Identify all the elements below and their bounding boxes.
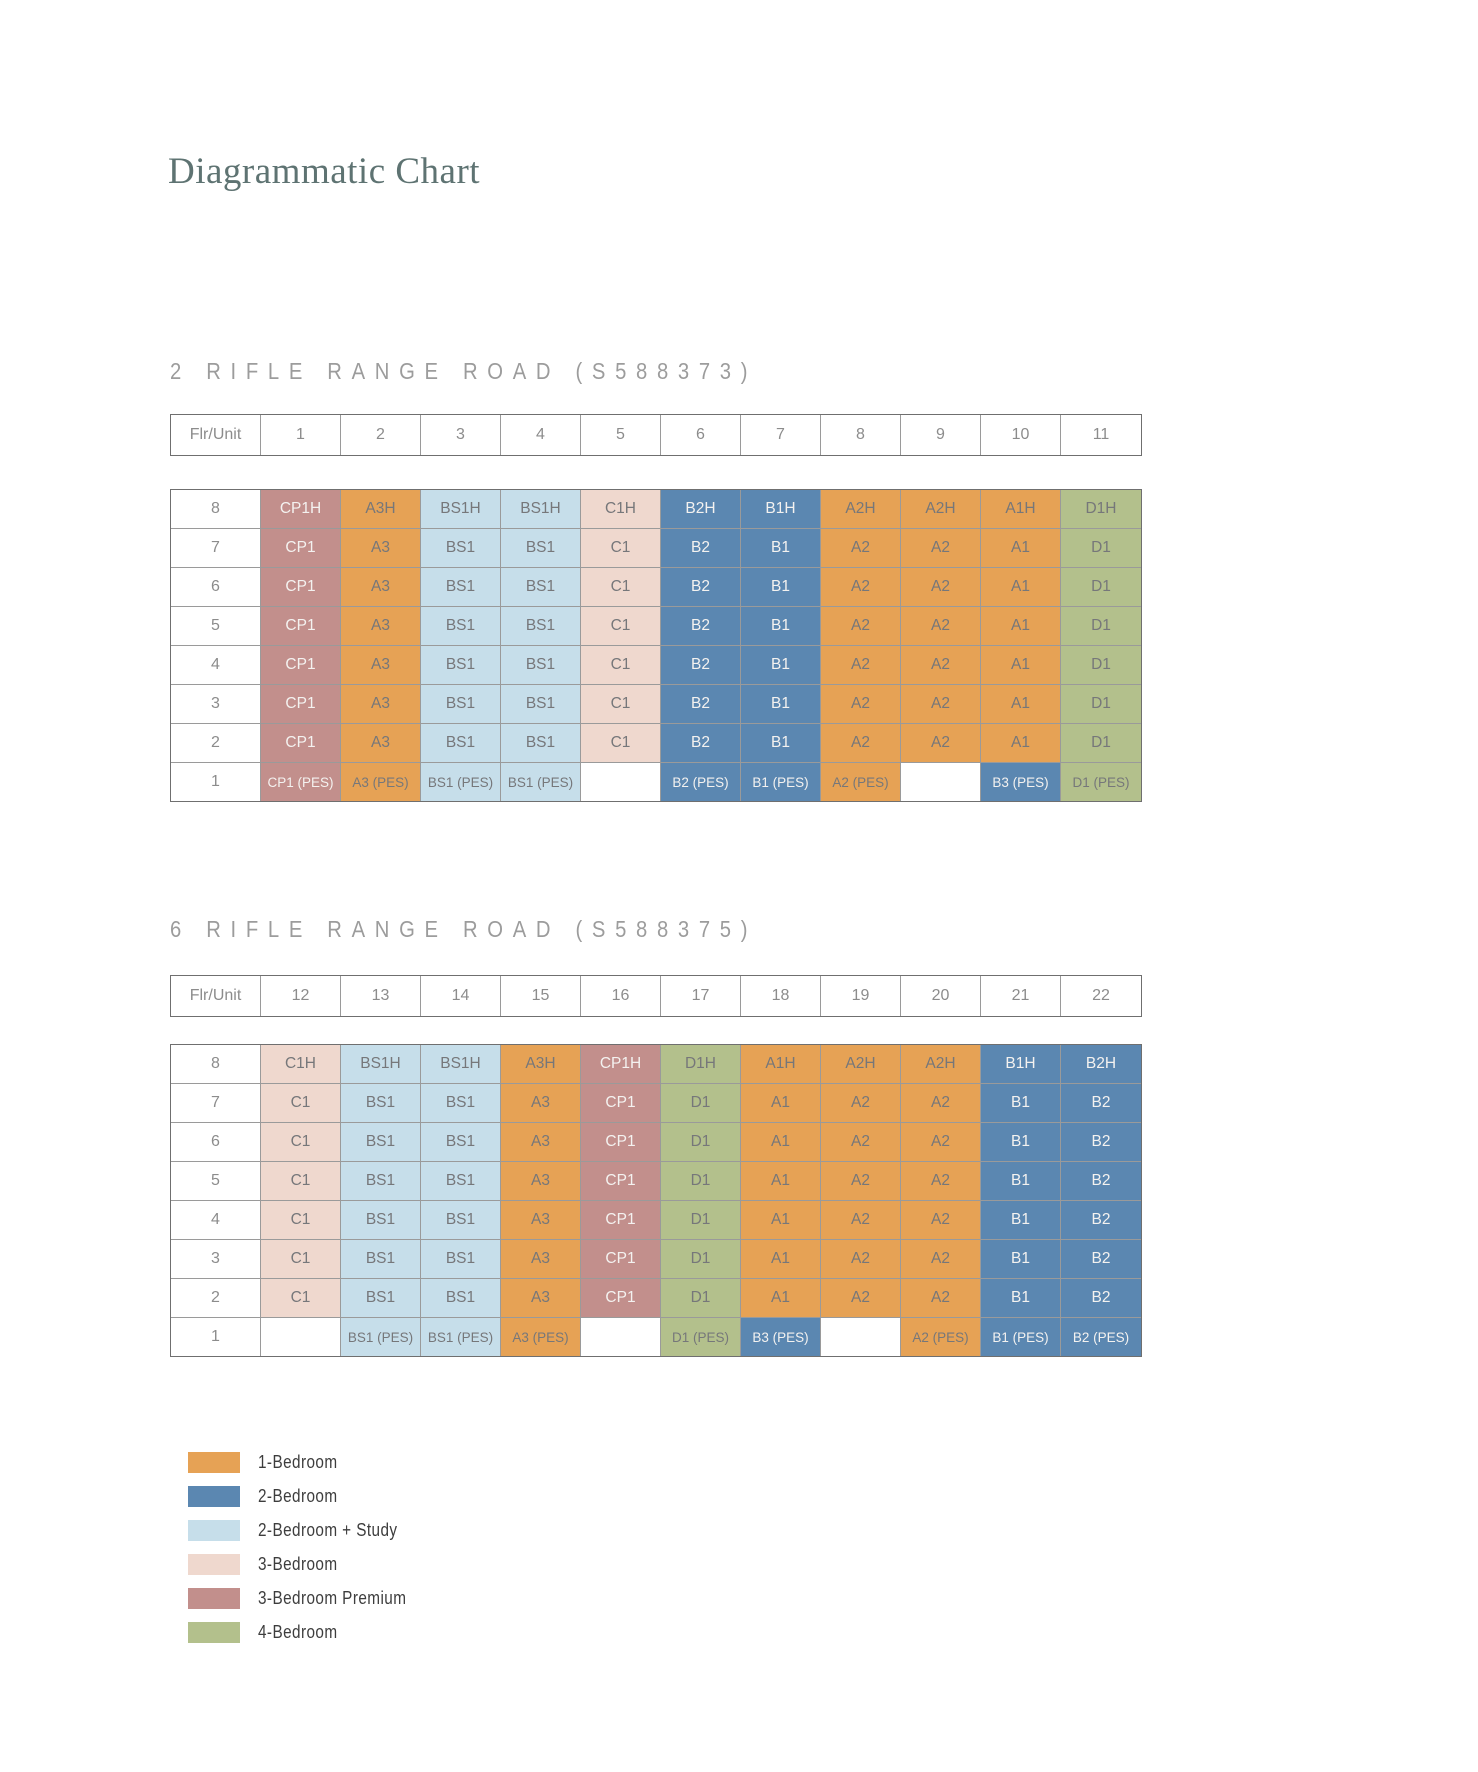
unit-cell: B2 (PES) (1061, 1318, 1141, 1356)
unit-cell: CP1 (261, 529, 341, 568)
floor-number: 6 (171, 568, 261, 607)
unit-cell: D1 (1061, 568, 1141, 607)
unit-cell: D1 (1061, 607, 1141, 646)
unit-cell: B1H (981, 1045, 1061, 1084)
unit-cell: D1 (PES) (661, 1318, 741, 1356)
unit-cell: D1 (661, 1123, 741, 1162)
unit-cell: BS1 (501, 724, 581, 763)
unit-cell: A3 (341, 724, 421, 763)
unit-cell: A3 (501, 1279, 581, 1318)
unit-cell: A2 (821, 607, 901, 646)
unit-cell: CP1 (581, 1084, 661, 1123)
unit-cell: A3 (PES) (501, 1318, 581, 1356)
unit-cell: BS1 (PES) (421, 1318, 501, 1356)
unit-cell: A2 (821, 1279, 901, 1318)
unit-cell (581, 1318, 661, 1356)
floor-number: 2 (171, 1279, 261, 1318)
unit-cell: CP1 (581, 1123, 661, 1162)
unit-cell: A2 (901, 646, 981, 685)
unit-cell: BS1 (421, 1084, 501, 1123)
unit-cell: BS1 (501, 646, 581, 685)
unit-cell: B1 (981, 1123, 1061, 1162)
unit-cell: BS1 (341, 1201, 421, 1240)
unit-cell: A2 (821, 646, 901, 685)
unit-number: 21 (981, 976, 1061, 1016)
unit-number: 10 (981, 415, 1061, 455)
unit-cell: CP1 (581, 1240, 661, 1279)
unit-cell: CP1H (261, 490, 341, 529)
unit-cell: A2 (901, 1162, 981, 1201)
floor-unit-grid (170, 489, 1142, 802)
unit-cell: A2 (821, 568, 901, 607)
unit-cell: BS1 (421, 1279, 501, 1318)
unit-cell: B2 (661, 724, 741, 763)
unit-cell: A2 (901, 1123, 981, 1162)
unit-cell: BS1 (341, 1240, 421, 1279)
unit-number: 8 (821, 415, 901, 455)
legend-item (188, 1588, 433, 1609)
unit-cell: A2 (901, 1240, 981, 1279)
unit-cell: BS1 (PES) (501, 763, 581, 801)
unit-cell: C1 (581, 685, 661, 724)
unit-cell: A2 (901, 1201, 981, 1240)
unit-cell: A1 (981, 685, 1061, 724)
unit-cell: A3H (501, 1045, 581, 1084)
legend-label: 1-Bedroom (258, 1452, 338, 1472)
unit-cell: C1 (261, 1201, 341, 1240)
unit-cell: B1 (741, 568, 821, 607)
unit-cell: A2 (PES) (821, 763, 901, 801)
floor-number: 4 (171, 1201, 261, 1240)
unit-cell: A2 (901, 1084, 981, 1123)
unit-cell: A2 (901, 685, 981, 724)
legend-label: 2-Bedroom (258, 1486, 338, 1506)
unit-cell: B3 (PES) (981, 763, 1061, 801)
unit-cell: CP1 (581, 1201, 661, 1240)
unit-cell: A3 (501, 1240, 581, 1279)
unit-cell: B1 (PES) (741, 763, 821, 801)
unit-number: 20 (901, 976, 981, 1016)
unit-number: 19 (821, 976, 901, 1016)
floor-number: 3 (171, 685, 261, 724)
unit-cell (821, 1318, 901, 1356)
unit-number: 6 (661, 415, 741, 455)
unit-cell: A1H (981, 490, 1061, 529)
unit-cell (581, 763, 661, 801)
unit-cell: BS1 (421, 568, 501, 607)
unit-cell: A1 (741, 1279, 821, 1318)
unit-cell: D1H (1061, 490, 1141, 529)
legend-item (188, 1554, 433, 1575)
legend (188, 1452, 433, 1656)
unit-cell: B2 (1061, 1123, 1141, 1162)
unit-cell: CP1 (261, 724, 341, 763)
unit-cell: CP1 (581, 1162, 661, 1201)
unit-cell: CP1 (261, 568, 341, 607)
unit-cell: A3 (341, 607, 421, 646)
unit-cell: BS1 (421, 607, 501, 646)
unit-cell: BS1 (341, 1162, 421, 1201)
unit-cell: B2 (661, 529, 741, 568)
unit-cell: D1H (661, 1045, 741, 1084)
unit-cell: A1 (981, 529, 1061, 568)
unit-cell: B1 (981, 1084, 1061, 1123)
unit-cell: B2 (661, 646, 741, 685)
unit-cell: BS1 (501, 685, 581, 724)
unit-cell: A3 (PES) (341, 763, 421, 801)
legend-swatch (188, 1554, 240, 1575)
unit-cell: BS1 (PES) (341, 1318, 421, 1356)
unit-cell: B1 (741, 529, 821, 568)
unit-cell: D1 (1061, 646, 1141, 685)
legend-label: 3-Bedroom Premium (258, 1588, 407, 1608)
building-name: 6 RIFLE RANGE ROAD (S588375) (170, 916, 758, 942)
unit-cell: D1 (661, 1240, 741, 1279)
unit-cell: CP1H (581, 1045, 661, 1084)
floor-number: 7 (171, 529, 261, 568)
unit-cell: A3 (341, 568, 421, 607)
unit-cell: B1 (741, 724, 821, 763)
unit-cell: A3 (501, 1201, 581, 1240)
unit-cell: D1 (1061, 529, 1141, 568)
unit-cell: B1 (741, 607, 821, 646)
unit-cell: BS1H (341, 1045, 421, 1084)
unit-cell: B2 (PES) (661, 763, 741, 801)
unit-cell (261, 1318, 341, 1356)
floor-number: 6 (171, 1123, 261, 1162)
unit-cell: BS1 (421, 529, 501, 568)
unit-cell: B1 (741, 646, 821, 685)
unit-cell: BS1 (341, 1084, 421, 1123)
unit-cell: B2 (661, 607, 741, 646)
unit-cell: B1 (981, 1201, 1061, 1240)
unit-cell: C1H (581, 490, 661, 529)
unit-cell: CP1 (PES) (261, 763, 341, 801)
floor-number: 3 (171, 1240, 261, 1279)
unit-cell: B2 (661, 568, 741, 607)
unit-cell: A1 (981, 607, 1061, 646)
unit-cell: BS1 (421, 646, 501, 685)
unit-cell: B1 (PES) (981, 1318, 1061, 1356)
unit-cell: CP1 (261, 685, 341, 724)
unit-cell: BS1 (421, 1201, 501, 1240)
unit-cell: B2 (1061, 1201, 1141, 1240)
unit-number: 3 (421, 415, 501, 455)
floor-number: 5 (171, 607, 261, 646)
unit-cell: C1 (581, 568, 661, 607)
unit-cell: A3 (501, 1123, 581, 1162)
unit-cell: A1 (741, 1084, 821, 1123)
unit-cell: A2 (901, 1279, 981, 1318)
unit-number: 1 (261, 415, 341, 455)
unit-cell: B1 (741, 685, 821, 724)
floor-number: 5 (171, 1162, 261, 1201)
unit-cell: D1 (1061, 685, 1141, 724)
floor-number: 2 (171, 724, 261, 763)
unit-cell: BS1 (421, 685, 501, 724)
unit-cell: A2 (821, 1123, 901, 1162)
unit-cell: A2 (821, 685, 901, 724)
unit-cell: B2 (1061, 1084, 1141, 1123)
unit-cell: A2 (PES) (901, 1318, 981, 1356)
legend-item (188, 1486, 433, 1507)
unit-cell: A1 (741, 1201, 821, 1240)
unit-cell: B1 (981, 1162, 1061, 1201)
floor-number: 7 (171, 1084, 261, 1123)
legend-swatch (188, 1452, 240, 1473)
unit-cell: A1 (741, 1123, 821, 1162)
unit-cell: A2 (821, 724, 901, 763)
unit-cell: B2 (661, 685, 741, 724)
unit-cell: BS1 (421, 1162, 501, 1201)
unit-cell: A1 (981, 568, 1061, 607)
unit-cell: C1 (261, 1123, 341, 1162)
unit-number: 7 (741, 415, 821, 455)
unit-cell: A1 (741, 1240, 821, 1279)
unit-cell: BS1 (501, 529, 581, 568)
unit-cell: C1 (261, 1240, 341, 1279)
unit-cell: D1 (1061, 724, 1141, 763)
legend-label: 3-Bedroom (258, 1554, 338, 1574)
unit-cell: B2H (661, 490, 741, 529)
unit-cell: D1 (661, 1279, 741, 1318)
unit-cell: B1 (981, 1240, 1061, 1279)
unit-cell: A3 (501, 1084, 581, 1123)
unit-cell: B1H (741, 490, 821, 529)
unit-cell: A2 (901, 607, 981, 646)
unit-cell: BS1 (421, 1123, 501, 1162)
unit-cell: A1 (741, 1162, 821, 1201)
unit-cell: B2H (1061, 1045, 1141, 1084)
unit-number: 15 (501, 976, 581, 1016)
floor-number: 4 (171, 646, 261, 685)
unit-cell: A3 (341, 685, 421, 724)
unit-number: 22 (1061, 976, 1141, 1016)
unit-cell: A2 (901, 724, 981, 763)
unit-cell: D1 (661, 1201, 741, 1240)
unit-cell: A2H (901, 490, 981, 529)
legend-item (188, 1622, 433, 1643)
unit-number: 17 (661, 976, 741, 1016)
page-title: Diagrammatic Chart (168, 151, 481, 192)
unit-cell: D1 (661, 1084, 741, 1123)
unit-header-row (170, 975, 1142, 1017)
unit-cell: A3 (341, 646, 421, 685)
legend-label: 4-Bedroom (258, 1622, 338, 1642)
legend-swatch (188, 1486, 240, 1507)
floor-number: 1 (171, 763, 261, 801)
unit-cell: A2 (821, 529, 901, 568)
unit-cell: BS1H (421, 1045, 501, 1084)
unit-number: 4 (501, 415, 581, 455)
unit-cell: C1 (581, 529, 661, 568)
legend-swatch (188, 1520, 240, 1541)
corner-label: Flr/Unit (171, 415, 261, 455)
unit-number: 12 (261, 976, 341, 1016)
unit-cell: C1 (581, 724, 661, 763)
legend-swatch (188, 1588, 240, 1609)
unit-number: 5 (581, 415, 661, 455)
unit-cell: A3 (501, 1162, 581, 1201)
corner-label: Flr/Unit (171, 976, 261, 1016)
unit-cell: C1 (581, 646, 661, 685)
unit-cell: C1 (261, 1279, 341, 1318)
unit-cell: A3H (341, 490, 421, 529)
legend-label: 2-Bedroom + Study (258, 1520, 398, 1540)
unit-cell: A2H (821, 1045, 901, 1084)
unit-cell: BS1H (421, 490, 501, 529)
floor-unit-grid (170, 1044, 1142, 1357)
floor-number: 8 (171, 490, 261, 529)
unit-cell: C1 (261, 1084, 341, 1123)
unit-cell: A2 (821, 1084, 901, 1123)
unit-cell: BS1 (421, 724, 501, 763)
unit-cell: A2 (821, 1240, 901, 1279)
unit-cell: A1H (741, 1045, 821, 1084)
unit-cell: BS1H (501, 490, 581, 529)
legend-item (188, 1520, 433, 1541)
unit-cell: C1 (581, 607, 661, 646)
unit-cell: BS1 (PES) (421, 763, 501, 801)
unit-cell: CP1 (261, 607, 341, 646)
unit-cell: BS1 (341, 1123, 421, 1162)
unit-cell: B3 (PES) (741, 1318, 821, 1356)
unit-cell: D1 (661, 1162, 741, 1201)
unit-cell: A1 (981, 724, 1061, 763)
building-name: 2 RIFLE RANGE ROAD (S588373) (170, 358, 758, 384)
unit-cell: B2 (1061, 1162, 1141, 1201)
unit-cell: D1 (PES) (1061, 763, 1141, 801)
unit-cell: A3 (341, 529, 421, 568)
legend-swatch (188, 1622, 240, 1643)
unit-cell: A2 (901, 568, 981, 607)
unit-number: 14 (421, 976, 501, 1016)
unit-cell: B1 (981, 1279, 1061, 1318)
floor-number: 1 (171, 1318, 261, 1356)
unit-number: 16 (581, 976, 661, 1016)
unit-number: 11 (1061, 415, 1141, 455)
unit-cell: C1 (261, 1162, 341, 1201)
unit-cell: BS1 (341, 1279, 421, 1318)
unit-cell: B2 (1061, 1240, 1141, 1279)
unit-number: 2 (341, 415, 421, 455)
unit-cell (901, 763, 981, 801)
unit-cell: BS1 (501, 607, 581, 646)
unit-number: 13 (341, 976, 421, 1016)
unit-header-row (170, 414, 1142, 456)
unit-cell: A2H (901, 1045, 981, 1084)
unit-cell: C1H (261, 1045, 341, 1084)
unit-cell: CP1 (261, 646, 341, 685)
floor-number: 8 (171, 1045, 261, 1084)
unit-cell: A2 (821, 1201, 901, 1240)
unit-number: 9 (901, 415, 981, 455)
unit-cell: BS1 (421, 1240, 501, 1279)
unit-cell: A1 (981, 646, 1061, 685)
unit-cell: A2H (821, 490, 901, 529)
unit-cell: BS1 (501, 568, 581, 607)
unit-number: 18 (741, 976, 821, 1016)
unit-cell: A2 (901, 529, 981, 568)
unit-cell: CP1 (581, 1279, 661, 1318)
unit-cell: B2 (1061, 1279, 1141, 1318)
unit-cell: A2 (821, 1162, 901, 1201)
legend-item (188, 1452, 433, 1473)
